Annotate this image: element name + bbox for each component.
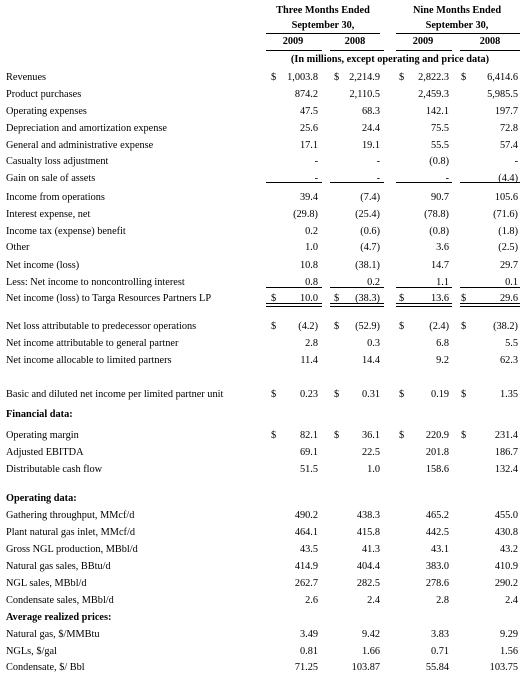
year-col3: 2009 xyxy=(412,36,434,47)
table-cell: 2.4 xyxy=(505,595,518,606)
table-cell: 442.5 xyxy=(425,527,449,538)
table-cell: - xyxy=(376,156,380,167)
table-cell: 1.35 xyxy=(499,389,518,400)
table-cell: 2.8 xyxy=(305,338,318,349)
row-label: Net loss attributable to predecessor operations xyxy=(6,321,197,332)
currency-symbol: $ xyxy=(461,321,467,332)
table-cell: (0.6) xyxy=(360,226,380,237)
row-label: Revenues xyxy=(6,72,47,83)
row-label: Gross NGL production, MBbl/d xyxy=(6,544,138,555)
currency-symbol: $ xyxy=(461,72,467,83)
table-cell: (2.5) xyxy=(498,242,518,253)
table-cell: (1.8) xyxy=(498,226,518,237)
table-cell: 6.8 xyxy=(436,338,449,349)
table-cell: (4.7) xyxy=(360,242,380,253)
table-cell: 14.7 xyxy=(430,260,449,271)
table-cell: 262.7 xyxy=(294,578,318,589)
row-label: Operating margin xyxy=(6,430,79,441)
currency-symbol: $ xyxy=(334,321,340,332)
row-label: Product purchases xyxy=(6,89,82,100)
group2-title-line2: September 30, xyxy=(425,20,489,31)
table-cell: (38.3) xyxy=(355,293,380,304)
table-cell: 5,985.5 xyxy=(487,89,518,100)
currency-symbol: $ xyxy=(271,293,277,304)
table-cell: 36.1 xyxy=(361,430,380,441)
table-cell: 278.6 xyxy=(425,578,449,589)
table-cell: 3.83 xyxy=(430,629,449,640)
row-label: Natural gas sales, BBtu/d xyxy=(6,561,111,572)
table-cell: 414.9 xyxy=(294,561,318,572)
currency-symbol: $ xyxy=(334,389,340,400)
table-cell: 1.0 xyxy=(367,464,380,475)
currency-symbol: $ xyxy=(271,72,277,83)
currency-symbol: $ xyxy=(334,293,340,304)
year-col4-rule xyxy=(460,50,520,51)
currency-symbol: $ xyxy=(399,389,405,400)
table-cell: 282.5 xyxy=(356,578,380,589)
table-cell: 464.1 xyxy=(294,527,318,538)
table-cell: 2.4 xyxy=(367,595,380,606)
table-cell: (52.9) xyxy=(355,321,380,332)
table-cell: 1.56 xyxy=(499,646,518,657)
table-cell: 2,822.3 xyxy=(418,72,449,83)
table-cell: 9.42 xyxy=(361,629,380,640)
row-label: Less: Net income to noncontrolling interest xyxy=(6,277,185,288)
table-cell: 39.4 xyxy=(299,192,318,203)
table-cell: 1.1 xyxy=(436,277,449,288)
table-cell: (4.2) xyxy=(298,321,318,332)
group1-rule xyxy=(266,33,380,34)
table-cell: 25.6 xyxy=(299,123,318,134)
table-cell: 2,459.3 xyxy=(418,89,449,100)
row-label: Interest expense, net xyxy=(6,209,91,220)
section-heading: Operating data: xyxy=(6,493,77,504)
row-label: Income tax (expense) benefit xyxy=(6,226,126,237)
table-cell: 2.6 xyxy=(305,595,318,606)
table-cell: 197.7 xyxy=(494,106,518,117)
table-cell: 51.5 xyxy=(299,464,318,475)
row-label: Net income (loss) to Targa Resources Partners LP xyxy=(6,293,212,304)
currency-symbol: $ xyxy=(461,430,467,441)
table-cell: 3.49 xyxy=(299,629,318,640)
table-cell: (2.4) xyxy=(429,321,449,332)
group2-title-line1: Nine Months Ended xyxy=(412,5,502,16)
underline-rule xyxy=(396,306,452,307)
table-cell: 11.4 xyxy=(300,355,318,366)
group2-rule xyxy=(396,33,520,34)
table-cell: 43.5 xyxy=(299,544,318,555)
currency-symbol: $ xyxy=(334,72,340,83)
year-col4: 2008 xyxy=(479,36,501,47)
table-cell: 5.5 xyxy=(505,338,518,349)
table-cell: 430.8 xyxy=(494,527,518,538)
year-col3-rule xyxy=(396,50,452,51)
row-label: NGLs, $/gal xyxy=(6,646,57,657)
table-cell: - xyxy=(514,156,518,167)
underline-rule xyxy=(460,303,520,304)
underline-rule xyxy=(266,287,322,288)
row-label: Net income allocable to limited partners xyxy=(6,355,172,366)
table-cell: 438.3 xyxy=(356,510,380,521)
group1-title-line2: September 30, xyxy=(291,20,355,31)
table-cell: 0.81 xyxy=(299,646,318,657)
underline-rule xyxy=(266,182,322,183)
table-cell: 82.1 xyxy=(299,430,318,441)
table-cell: 290.2 xyxy=(494,578,518,589)
table-cell: (29.8) xyxy=(293,209,318,220)
table-cell: 186.7 xyxy=(494,447,518,458)
table-cell: 13.6 xyxy=(430,293,449,304)
currency-symbol: $ xyxy=(461,389,467,400)
row-label: Casualty loss adjustment xyxy=(6,156,109,167)
underline-rule xyxy=(460,306,520,307)
row-label: Plant natural gas inlet, MMcf/d xyxy=(6,527,135,538)
row-label: Depreciation and amortization expense xyxy=(6,123,167,134)
table-cell: 72.8 xyxy=(499,123,518,134)
table-cell: 3.6 xyxy=(436,242,449,253)
table-cell: 9.29 xyxy=(499,629,518,640)
currency-symbol: $ xyxy=(399,72,405,83)
table-cell: 2.8 xyxy=(436,595,449,606)
currency-symbol: $ xyxy=(399,321,405,332)
row-label: Gathering throughput, MMcf/d xyxy=(6,510,135,521)
table-cell: 490.2 xyxy=(294,510,318,521)
currency-symbol: $ xyxy=(399,430,405,441)
table-cell: 0.1 xyxy=(505,277,518,288)
row-label: Basic and diluted net income per limited partner unit xyxy=(6,389,224,400)
row-label: Natural gas, $/MMBtu xyxy=(6,629,100,640)
table-cell: (25.4) xyxy=(355,209,380,220)
currency-symbol: $ xyxy=(461,293,467,304)
table-cell: 455.0 xyxy=(494,510,518,521)
row-label: General and administrative expense xyxy=(6,140,154,151)
table-cell: 43.2 xyxy=(499,544,518,555)
table-cell: 0.71 xyxy=(430,646,449,657)
table-cell: 69.1 xyxy=(299,447,318,458)
table-cell: - xyxy=(376,173,380,184)
row-label: Condensate sales, MBbl/d xyxy=(6,595,114,606)
table-cell: 41.3 xyxy=(361,544,380,555)
table-cell: 0.8 xyxy=(305,277,318,288)
table-cell: - xyxy=(445,173,449,184)
row-label: Income from operations xyxy=(6,192,105,203)
underline-rule xyxy=(266,306,322,307)
table-cell: 0.3 xyxy=(367,338,380,349)
table-cell: 1,003.8 xyxy=(287,72,318,83)
underline-rule xyxy=(266,303,322,304)
row-label: Adjusted EBITDA xyxy=(6,447,84,458)
table-cell: (4.4) xyxy=(498,173,518,184)
table-cell: - xyxy=(314,156,318,167)
table-cell: 43.1 xyxy=(430,544,449,555)
table-cell: (38.1) xyxy=(355,260,380,271)
table-cell: 47.5 xyxy=(299,106,318,117)
group1-title-line1: Three Months Ended xyxy=(276,5,370,16)
table-cell: (78.8) xyxy=(424,209,449,220)
row-label: Condensate, $/ Bbl xyxy=(6,662,85,673)
table-cell: 874.2 xyxy=(294,89,318,100)
table-cell: 410.9 xyxy=(494,561,518,572)
table-cell: 57.4 xyxy=(499,140,518,151)
row-label: NGL sales, MBbl/d xyxy=(6,578,87,589)
table-cell: 220.9 xyxy=(425,430,449,441)
underline-rule xyxy=(460,182,520,183)
underline-rule xyxy=(330,306,384,307)
currency-symbol: $ xyxy=(271,321,277,332)
underline-rule xyxy=(460,287,520,288)
underline-rule xyxy=(330,303,384,304)
table-cell: 55.84 xyxy=(425,662,449,673)
row-label: Gain on sale of assets xyxy=(6,173,96,184)
table-cell: 10.0 xyxy=(299,293,318,304)
table-cell: 2,214.9 xyxy=(349,72,380,83)
table-cell: 158.6 xyxy=(425,464,449,475)
underline-rule xyxy=(396,303,452,304)
table-cell: 29.6 xyxy=(499,293,518,304)
table-cell: (0.8) xyxy=(429,226,449,237)
table-cell: 0.23 xyxy=(299,389,318,400)
table-cell: 0.31 xyxy=(361,389,380,400)
table-cell: 90.7 xyxy=(430,192,449,203)
table-cell: - xyxy=(314,173,318,184)
table-cell: 9.2 xyxy=(436,355,449,366)
table-cell: 1.0 xyxy=(305,242,318,253)
table-cell: 383.0 xyxy=(425,561,449,572)
table-cell: 17.1 xyxy=(299,140,318,151)
table-cell: 22.5 xyxy=(361,447,380,458)
table-cell: 75.5 xyxy=(430,123,449,134)
units-note: (In millions, except operating and price data) xyxy=(290,54,490,65)
table-cell: 62.3 xyxy=(499,355,518,366)
table-cell: 105.6 xyxy=(494,192,518,203)
row-label: Operating expenses xyxy=(6,106,87,117)
underline-rule xyxy=(396,287,452,288)
table-cell: 231.4 xyxy=(494,430,518,441)
currency-symbol: $ xyxy=(334,430,340,441)
table-cell: 0.2 xyxy=(367,277,380,288)
table-cell: 55.5 xyxy=(430,140,449,151)
table-cell: 24.4 xyxy=(361,123,380,134)
table-cell: 0.2 xyxy=(305,226,318,237)
table-cell: 142.1 xyxy=(425,106,449,117)
row-label: Other xyxy=(6,242,30,253)
underline-rule xyxy=(396,182,452,183)
table-cell: (7.4) xyxy=(360,192,380,203)
section-heading: Financial data: xyxy=(6,409,73,420)
year-col2: 2008 xyxy=(344,36,366,47)
table-cell: 201.8 xyxy=(425,447,449,458)
table-cell: 14.4 xyxy=(361,355,380,366)
table-cell: 10.8 xyxy=(299,260,318,271)
row-label: Distributable cash flow xyxy=(6,464,103,475)
table-cell: 29.7 xyxy=(499,260,518,271)
currency-symbol: $ xyxy=(271,430,277,441)
underline-rule xyxy=(330,287,384,288)
table-cell: (71.6) xyxy=(493,209,518,220)
row-label: Net income (loss) xyxy=(6,260,80,271)
currency-symbol: $ xyxy=(399,293,405,304)
table-cell: (38.2) xyxy=(493,321,518,332)
row-label: Net income attributable to general partner xyxy=(6,338,179,349)
table-cell: 103.87 xyxy=(351,662,380,673)
table-cell: 0.19 xyxy=(430,389,449,400)
table-cell: 71.25 xyxy=(294,662,318,673)
table-cell: 6,414.6 xyxy=(487,72,518,83)
currency-symbol: $ xyxy=(271,389,277,400)
table-cell: 404.4 xyxy=(356,561,380,572)
year-col1: 2009 xyxy=(282,36,304,47)
table-cell: 1.66 xyxy=(361,646,380,657)
section-heading: Average realized prices: xyxy=(6,612,112,623)
underline-rule xyxy=(330,182,384,183)
table-cell: 415.8 xyxy=(356,527,380,538)
table-cell: 19.1 xyxy=(361,140,380,151)
table-cell: 2,110.5 xyxy=(349,89,380,100)
year-col2-rule xyxy=(330,50,384,51)
table-cell: (0.8) xyxy=(429,156,449,167)
table-cell: 465.2 xyxy=(425,510,449,521)
table-cell: 132.4 xyxy=(494,464,518,475)
year-col1-rule xyxy=(266,50,322,51)
table-cell: 103.75 xyxy=(489,662,518,673)
table-cell: 68.3 xyxy=(361,106,380,117)
